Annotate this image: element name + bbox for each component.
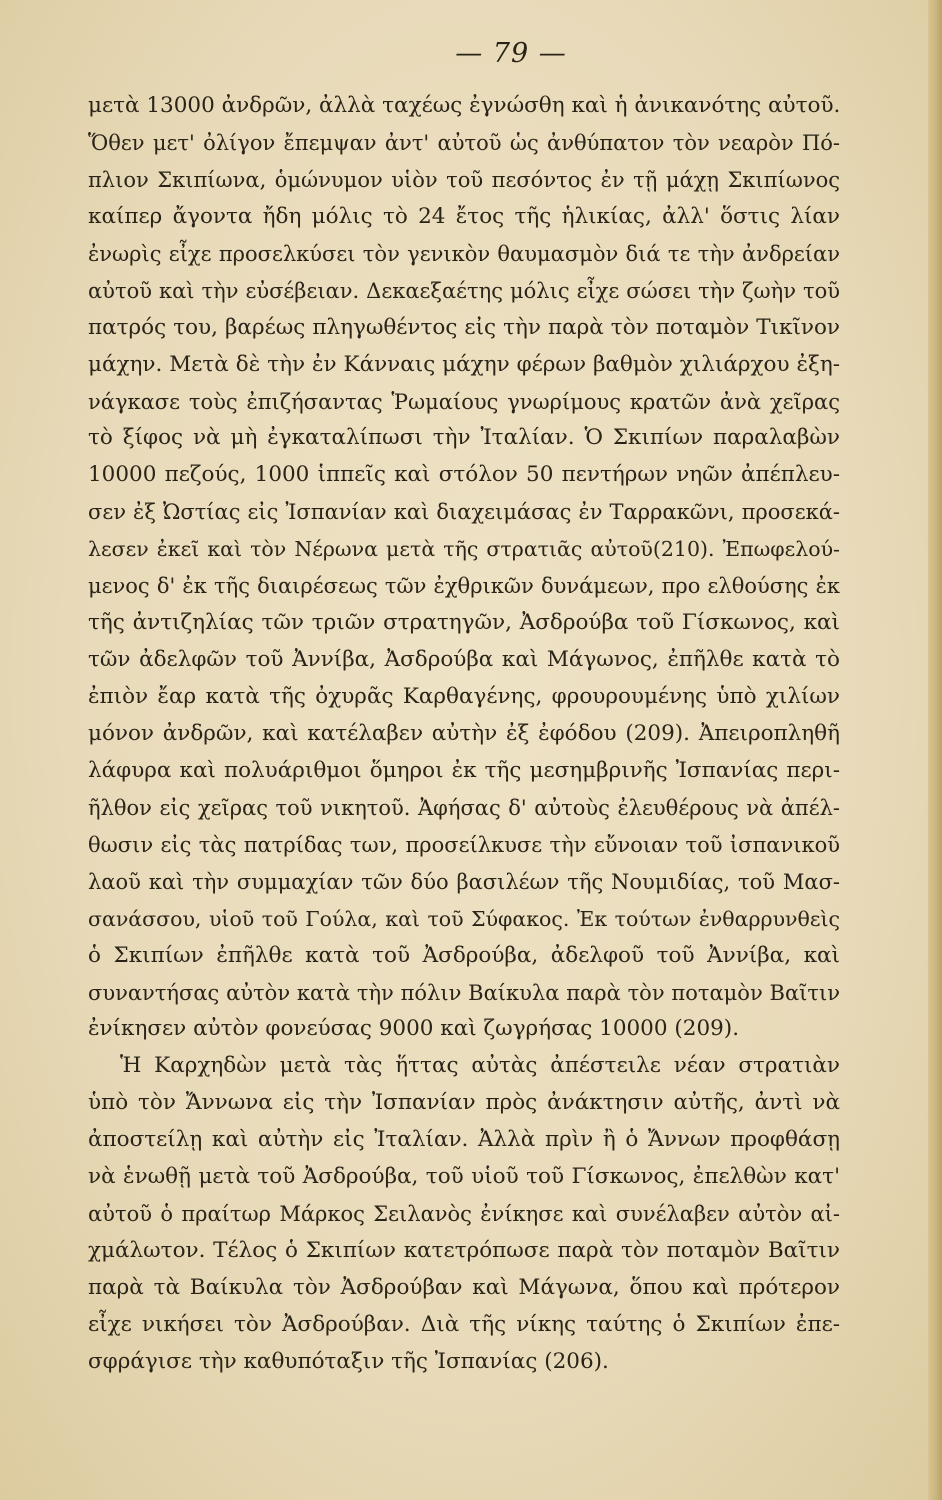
text-line: τὸ ξίφος νὰ μὴ ἐγκαταλίπωσι τὴν Ἰταλίαν. Ὁ Σκιπίων παραλαβὼν bbox=[88, 425, 840, 451]
text-line: λαοῦ καὶ τὴν συμμαχίαν τῶν δύο βασιλέων τῆς Νουμιδίας, τοῦ Μασ- bbox=[88, 869, 840, 894]
text-line: νάγκασε τοὺς ἐπιζήσαντας Ῥωμαίους γνωρίμους κρατῶν ἀνὰ χεῖρας bbox=[88, 389, 840, 414]
text-line: παρὰ τὰ Βαίκυλα τὸν Ἀσδρούβαν καὶ Μάγωνα, ὅπου καὶ πρότερον bbox=[88, 1275, 840, 1300]
text-line: ὑπὸ τὸν Ἄννωνα εἰς τὴν Ἰσπανίαν πρὸς ἀνάκτησιν αὐτῆς, ἀντὶ νὰ bbox=[88, 1090, 840, 1116]
text-line: νὰ ἑνωθῇ μετὰ τοῦ Ἀσδρούβα, τοῦ υἱοῦ τοῦ Γίσκωνος, ἐπελθὼν κατ' bbox=[88, 1164, 840, 1190]
text-line: Ἡ Καρχηδὼν μετὰ τὰς ἥττας αὐτὰς ἀπέστειλε νέαν στρατιὰν bbox=[120, 1053, 840, 1079]
text-line: ἐνίκησεν αὐτὸν φονεύσας 9000 καὶ ζωγρήσας 10000 (209). bbox=[88, 1016, 740, 1042]
page-number: — 79 — bbox=[455, 38, 567, 69]
text-line: συναντήσας αὐτὸν κατὰ τὴν πόλιν Βαίκυλα παρὰ τὸν ποταμὸν Βαῖτιν bbox=[88, 980, 840, 1005]
text-line: εἶχε νικήσει τὸν Ἀσδρούβαν. Διὰ τῆς νίκης ταύτης ὁ Σκιπίων ἐπε- bbox=[88, 1311, 840, 1337]
text-line: μόνον ἀνδρῶν, καὶ κατέλαβεν αὐτὴν ἐξ ἐφόδου (209). Ἀπειροπληθῆ bbox=[88, 720, 840, 746]
text-line: χμάλωτον. Τέλος ὁ Σκιπίων κατετρόπωσε παρὰ τὸν ποταμὸν Βαῖτιν bbox=[88, 1238, 840, 1264]
text-line: ἐνωρὶς εἶχε προσελκύσει τὸν γενικὸν θαυμασμὸν διά τε τὴν ἀνδρείαν bbox=[88, 241, 840, 266]
text-line: πατρός του, βαρέως πληγωθέντος εἰς τὴν παρὰ τὸν ποταμὸν Τικῖνον bbox=[88, 314, 840, 340]
text-line: σανάσσου, υἱοῦ τοῦ Γούλα, καὶ τοῦ Σύφακος. Ἐκ τούτων ἐνθαρρυνθεὶς bbox=[88, 906, 840, 931]
text-line: πλιον Σκιπίωνα, ὁμώνυμον υἱὸν τοῦ πεσόντος ἐν τῇ μάχῃ Σκιπίωνος bbox=[88, 167, 840, 192]
text-line: θωσιν εἰς τὰς πατρίδας των, προσείλκυσε τὴν εὔνοιαν τοῦ ἰσπανικοῦ bbox=[88, 832, 840, 857]
text-line: καίπερ ἄγοντα ἤδη μόλις τὸ 24 ἔτος τῆς ἡλικίας, ἀλλ' ὅστις λίαν bbox=[88, 203, 840, 229]
text-line: αὐτοῦ καὶ τὴν εὐσέβειαν. Δεκαεξαέτης μόλις εἶχε σώσει τὴν ζωὴν τοῦ bbox=[88, 278, 840, 303]
text-line: λάφυρα καὶ πολυάριθμοι ὅμηροι ἐκ τῆς μεσημβρινῆς Ἰσπανίας περι- bbox=[88, 757, 840, 783]
text-line: τῶν ἀδελφῶν τοῦ Ἀννίβα, Ἀσδρούβα καὶ Μάγωνος, ἐπῆλθε κατὰ τὸ bbox=[88, 647, 840, 673]
text-line: ῆλθον εἰς χεῖρας τοῦ νικητοῦ. Ἀφήσας δ' αὐτοὺς ἐλευθέρους νὰ ἀπέλ- bbox=[88, 795, 840, 820]
text-line: Ὅθεν μετ' ὀλίγον ἔπεμψαν ἀντ' αὐτοῦ ὡς ἀνθύπατον τὸν νεαρὸν Πό- bbox=[88, 130, 840, 155]
page-edge bbox=[928, 0, 942, 1500]
text-line: ὁ Σκιπίων ἐπῆλθε κατὰ τοῦ Ἀσδρούβα, ἀδελφοῦ τοῦ Ἀννίβα, καὶ bbox=[88, 942, 840, 968]
text-line: σεν ἐξ Ὠστίας εἰς Ἰσπανίαν καὶ διαχειμάσας ἐν Ταρρακῶνι, προσεκά- bbox=[88, 500, 840, 525]
text-line: μάχην. Μετὰ δὲ τὴν ἐν Κάνναις μάχην φέρων βαθμὸν χιλιάρχου ἐξη- bbox=[88, 351, 840, 377]
text-line: ἐπιὸν ἔαρ κατὰ τῆς ὀχυρᾶς Καρθαγένης, φρουρουμένης ὑπὸ χιλίων bbox=[88, 684, 840, 709]
body-text bbox=[88, 88, 840, 1381]
text-line: τῆς ἀντιζηλίας τῶν τριῶν στρατηγῶν, Ἀσδρούβα τοῦ Γίσκωνος, καὶ bbox=[88, 610, 840, 636]
text-line: μενος δ' ἐκ τῆς διαιρέσεως τῶν ἐχθρικῶν δυνάμεων, προ ελθούσης ἐκ bbox=[88, 574, 840, 599]
text-line: ἀποστείλῃ καὶ αὐτὴν εἰς Ἰταλίαν. Ἀλλὰ πρὶν ἢ ὁ Ἄννων προφθάσῃ bbox=[88, 1127, 840, 1153]
text-line: σφράγισε τὴν καθυπόταξιν τῆς Ἰσπανίας (206). bbox=[88, 1348, 609, 1374]
text-line: λεσεν ἐκεῖ καὶ τὸν Νέρωνα μετὰ τῆς στρατιᾶς αὐτοῦ(210). Ἐπωφελού- bbox=[88, 537, 840, 562]
text-line: αὐτοῦ ὁ πραίτωρ Μάρκος Σειλανὸς ἐνίκησε καὶ συνέλαβεν αὐτὸν αἰ- bbox=[88, 1202, 840, 1227]
text-line: 10000 πεζούς, 1000 ἱππεῖς καὶ στόλον 50 πεντήρων νηῶν ἀπέπλευ- bbox=[88, 462, 840, 488]
text-line: μετὰ 13000 ἀνδρῶν, ἀλλὰ ταχέως ἐγνώσθη καὶ ἡ ἀνικανότης αὐτοῦ. bbox=[88, 93, 840, 118]
